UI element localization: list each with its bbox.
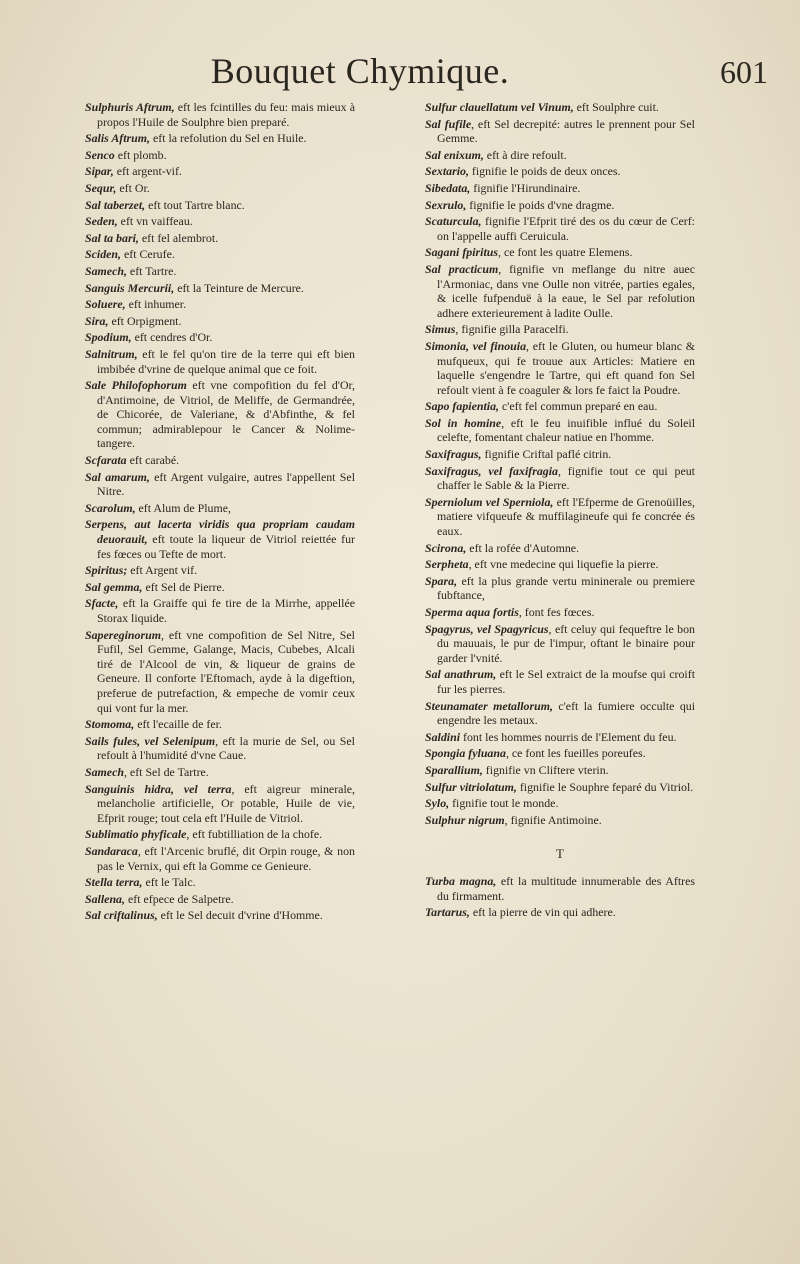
glossary-entry: [85, 827, 355, 842]
glossary-entry: [425, 905, 695, 920]
glossary-entry: [425, 605, 695, 620]
glossary-entry: [85, 517, 355, 561]
entry-definition: , fignifie tout ce qui peut chaffer le Sable & la Pierre.: [437, 463, 695, 493]
glossary-entry: [85, 131, 355, 146]
entry-definition: eft Cerufe.: [121, 247, 175, 262]
entry-definition: , fignifie vn meflange du nitre auec l'Armoniac, dans vne Oulle non vitrée, parties egales, & icelle fufpenduë à la eaue, le Sel par refolution adhere exterieurement à ladite Oulle.: [437, 261, 695, 320]
entry-term: Sfacte,: [85, 596, 119, 611]
right-entries: [425, 100, 695, 827]
entry-term: Sandaraca: [85, 843, 138, 858]
glossary-entry: [425, 699, 695, 728]
entry-term: Sperma aqua fortis: [425, 605, 519, 619]
entry-definition: eft le Sel decuit d'vrine d'Homme.: [157, 908, 323, 923]
entry-definition: eft à dire refoult.: [483, 147, 567, 162]
entry-term: Sal amarum,: [85, 469, 150, 484]
entry-definition: fignifie l'Hirundinaire.: [470, 180, 581, 195]
glossary-entry: [425, 557, 695, 572]
entry-definition: eft vn vaiffeau.: [117, 214, 193, 229]
entry-definition: c'eft fel commun preparé en eau.: [499, 399, 658, 414]
glossary-entry: [425, 874, 695, 903]
entry-term: Sexrulo,: [425, 197, 467, 212]
entry-term: Salnitrum,: [85, 346, 138, 361]
entry-term: Sylo,: [425, 796, 450, 811]
entry-term: Sulphur nigrum: [425, 812, 505, 827]
glossary-entry: [425, 574, 695, 603]
glossary-entry: [425, 181, 695, 196]
glossary-entry: [425, 322, 695, 337]
entry-term: Sublimatio phyficale: [85, 827, 187, 842]
entry-term: Sira,: [85, 313, 109, 328]
entry-definition: fignifie le poids d'vne dragme.: [466, 197, 615, 212]
entry-definition: fignifie l'Efprit tiré des os du cœur de Cerf: on l'appelle auffi Ceruicula.: [437, 214, 695, 243]
glossary-entry: [85, 198, 355, 213]
entry-term: Sal anathrum,: [425, 667, 497, 682]
glossary-entry: [425, 746, 695, 761]
entry-definition: eft la Teinture de Mercure.: [174, 280, 304, 295]
entry-term: Saxifragus,: [425, 447, 482, 462]
entry-definition: eft Soulphre cuit.: [573, 100, 659, 114]
entry-definition: eft le fel qu'on tire de la terre qui eft bien imbibée d'vrine de quelque animal que ce foit.: [97, 346, 355, 376]
entry-term: Senco: [85, 147, 115, 162]
entry-term: Scirona,: [425, 540, 467, 555]
glossary-entry: [85, 596, 355, 625]
entry-term: Sequr,: [85, 180, 117, 195]
entry-term: Samech,: [85, 263, 127, 278]
glossary-entry: [425, 399, 695, 414]
entry-term: Serpens, aut lacerta viridis qua propriam caudam deuorauit,: [85, 517, 355, 547]
entry-term: Sipar,: [85, 164, 114, 179]
glossary-entry: [85, 330, 355, 345]
entry-term: Sol in homine: [425, 415, 502, 430]
entry-term: Sulphuris Aftrum,: [85, 100, 175, 114]
entry-term: Sails fules, vel Selenipum: [85, 733, 216, 748]
glossary-entry: [85, 247, 355, 262]
glossary-entry: [85, 908, 355, 923]
entry-term: Sal taberzet,: [85, 197, 146, 212]
entry-definition: c'eft la fumiere occulte qui engendre les metaux.: [437, 698, 696, 728]
entry-term: Turba magna,: [425, 873, 497, 888]
running-header: [0, 50, 800, 98]
entry-definition: eft tout Tartre blanc.: [145, 197, 245, 212]
glossary-entry: [85, 347, 355, 376]
entry-definition: , ce font les quatre Elemens.: [498, 245, 633, 260]
glossary-entry: [85, 470, 355, 499]
glossary-entry: [85, 378, 355, 451]
entry-definition: font les hommes nourris de l'Element du feu.: [460, 729, 677, 744]
glossary-entry: [85, 281, 355, 296]
entry-definition: , eft Sel decrepité: autres le prennent pour Sel Gemme.: [437, 116, 695, 146]
glossary-entry: [85, 501, 355, 516]
entry-term: Serpheta: [425, 557, 469, 572]
glossary-entry: [85, 563, 355, 578]
glossary-entry: [85, 782, 355, 826]
entry-term: Samech: [85, 764, 124, 779]
section-letter: T: [556, 846, 564, 862]
entry-term: Steunamater metallorum,: [425, 698, 553, 713]
entry-definition: eft la refolution du Sel en Huile.: [149, 131, 307, 146]
entry-term: Sal practicum: [425, 261, 499, 276]
entry-definition: eft Argent vulgaire, autres l'appellent Sel Nitre.: [97, 469, 355, 499]
entry-term: Sal criftalinus,: [85, 908, 158, 923]
entry-term: Spongia fyluana: [425, 746, 506, 761]
entry-definition: eft la pierre de vin qui adhere.: [469, 905, 616, 920]
page-title: Bouquet Chymique.: [210, 51, 510, 91]
glossary-entry: [425, 780, 695, 795]
entry-term: Sal fufile: [425, 116, 472, 131]
entry-definition: eft la plus grande vertu mininerale ou premiere fubftance,: [437, 573, 695, 603]
entry-definition: eft Or.: [116, 180, 150, 195]
entry-term: Spara,: [425, 573, 458, 588]
glossary-entry: [425, 763, 695, 778]
entry-term: Spodium,: [85, 330, 132, 345]
glossary-entry: [85, 628, 355, 716]
glossary-entry: [425, 198, 695, 213]
entry-definition: fignifie Criftal paflé citrin.: [481, 447, 612, 462]
entry-term: Spagyrus, vel Spagyricus: [425, 621, 549, 636]
entry-definition: eft l'ecaille de fer.: [134, 717, 222, 732]
entry-definition: , font fes fœces.: [518, 605, 595, 619]
entry-definition: eft les fcintilles du feu: mais mieux à propos l'Huile de Soulphre bien preparé.: [97, 100, 355, 129]
entry-term: Sperniolum vel Sperniola,: [425, 494, 554, 509]
entry-term: Tartarus,: [425, 905, 470, 920]
entry-definition: eft l'Efperme de Grenoüilles, matiere vifqueufe & muffilagineufe qui fe concrée és eaux.: [437, 494, 696, 539]
entry-definition: , eft vne medecine qui liquefie la pierre.: [468, 557, 659, 572]
entry-definition: , fignifie Antimoine.: [504, 812, 602, 827]
entry-definition: , eft celuy qui fequeftre le bon du mauuais, le pur de l'impur, oftant le binaire pour garder l'vnité.: [437, 621, 696, 665]
entry-term: Sallena,: [85, 891, 125, 906]
entry-definition: eft cendres d'Or.: [131, 330, 213, 345]
entry-term: Sibedata,: [425, 180, 471, 195]
entry-term: Stomoma,: [85, 717, 135, 732]
glossary-entry: [425, 416, 695, 445]
glossary-entry: [425, 245, 695, 260]
glossary-entry: [425, 214, 695, 243]
entry-definition: eft le Sel extraict de la moufse qui croift fur les pierres.: [437, 667, 695, 696]
entry-term: Salis Aftrum,: [85, 131, 150, 146]
entry-term: Saxifragus, vel faxifragia: [425, 463, 558, 478]
entry-definition: , eft l'Arcenic bruflé, dit Orpin rouge, & non pas le Vernix, qui eft la Gomme ce Genieure.: [97, 843, 355, 873]
glossary-entry: [85, 100, 355, 129]
entry-definition: fignifie vn Cliftere vterin.: [482, 762, 609, 777]
page-number: 601: [720, 54, 768, 90]
entry-definition: eft la Graiffe qui fe tire de la Mirrhe, appellée Storax liquide.: [97, 596, 355, 625]
entry-term: Sulfur vitriolatum,: [425, 779, 517, 794]
entry-term: Spiritus;: [85, 563, 128, 578]
entry-definition: , eft fubtilliation de la chofe.: [186, 827, 323, 842]
entry-definition: , eft Sel de Tartre.: [123, 764, 209, 779]
entry-term: Scarolum,: [85, 500, 136, 515]
entry-term: Sciden,: [85, 247, 122, 262]
entry-term: Sulfur clauellatum vel Vinum,: [425, 100, 574, 114]
glossary-entry: [425, 262, 695, 320]
glossary-entry: [425, 148, 695, 163]
glossary-entry: [425, 100, 695, 115]
entry-term: Sapereginorum: [85, 627, 161, 642]
entry-definition: eft Argent vif.: [127, 563, 198, 578]
entry-definition: eft Alum de Plume,: [135, 500, 231, 515]
entry-term: Soluere,: [85, 297, 126, 312]
entry-definition: eft Orpigment.: [108, 313, 182, 328]
entry-definition: , ce font les fueilles poreufes.: [505, 746, 646, 761]
entry-term: Sagani fpiritus: [425, 245, 499, 260]
glossary-entry: [425, 622, 695, 666]
glossary-entry: [425, 796, 695, 811]
right-column: [425, 100, 695, 922]
glossary-entry: [425, 117, 695, 146]
glossary-entry: [85, 892, 355, 907]
entry-term: Sparallium,: [425, 762, 483, 777]
entry-term: Sal enixum,: [425, 147, 484, 162]
entry-definition: , eft vne compofition de Sel Nitre, Sel Fufil, Sel Gemme, Galange, Macis, Cubebes, Alcali tiré de l'Alcool de vin, & liqueur de grains de Geneure. Il conforte l'Eftomach, ayde à la digeftion, preferue de putrefaction, & empeche de vomir ceux qui vont fur la mer.: [97, 627, 355, 715]
glossary-entry: [425, 339, 695, 397]
entry-definition: eft plomb.: [114, 147, 167, 162]
glossary-entry: [85, 297, 355, 312]
glossary-entry: [85, 231, 355, 246]
entry-term: Seden,: [85, 214, 118, 229]
glossary-entry: [425, 495, 695, 539]
entry-definition: , eft le Gluten, ou humeur blanc & mufqueux, qui fe trouue aux Articles: Matiere en laquelle s'engendre le Tartre, qui eft quand fon Sel refoult vient à fe coaguler & lors fe faict la Poudre.: [437, 338, 695, 397]
glossary-entry: [425, 464, 695, 493]
glossary-entry: [85, 181, 355, 196]
entry-definition: , eft aigreur minerale, melancholie artificielle, Or potable, Huile de vie, Efprit rouge; tout cela eft l'Huile de Vitriol.: [97, 781, 355, 825]
glossary-entry: [85, 717, 355, 732]
glossary-entry: [425, 667, 695, 696]
entry-definition: eft Tartre.: [126, 263, 177, 278]
entry-term: Scaturcula,: [425, 214, 482, 229]
entry-definition: , eft la murie de Sel, ou Sel refoult à l'humidité d'vne Caue.: [97, 733, 355, 763]
entry-definition: , eft le feu inuifible influé du Soleil celefte, fomentant chaleur natiue en l'homme.: [437, 415, 696, 445]
entry-definition: fignifie le Souphre feparé du Vitriol.: [516, 779, 694, 794]
entry-term: Simonia, vel finouia: [425, 338, 527, 353]
glossary-entry: [85, 164, 355, 179]
entry-term: Sextario,: [425, 164, 469, 179]
entry-definition: eft le Talc.: [142, 875, 196, 890]
entry-definition: , fignifie gilla Paracelfi.: [455, 322, 569, 337]
entry-definition: eft vne compofition du fel d'Or, d'Antimoine, de Vitriol, de Meliffe, de Germandrée, de Chicorée, de Valeriane, & d'Abfinthe, & fel commun; admirablepour le Cancer & Nolime-tangere.: [97, 378, 355, 451]
glossary-entry: [425, 541, 695, 556]
entry-term: Stella terra,: [85, 875, 143, 890]
glossary-entry: [85, 875, 355, 890]
glossary-entry: [85, 734, 355, 763]
entry-definition: eft la multitude innumerable des Aftres du firmament.: [437, 873, 695, 903]
entry-definition: eft inhumer.: [125, 297, 187, 312]
entry-definition: fignifie tout le monde.: [449, 796, 559, 811]
entry-definition: eft toute la liqueur de Vitriol reiettée fur fes fœces ou Tefte de mort.: [97, 532, 355, 561]
entry-term: Sanguis Mercurii,: [85, 280, 175, 295]
right-entries-t: [425, 874, 695, 920]
entry-definition: eft fel alembrot.: [138, 230, 219, 245]
glossary-entry: [425, 447, 695, 462]
glossary-entry: [85, 214, 355, 229]
entry-term: Sal ta bari,: [85, 230, 139, 245]
entry-term: Saldini: [425, 729, 461, 744]
left-column: [85, 100, 355, 925]
glossary-entry: [85, 580, 355, 595]
entry-term: Sale Philofophorum: [85, 378, 187, 393]
entry-term: Sal gemma,: [85, 579, 143, 594]
entry-term: Simus: [425, 322, 456, 337]
glossary-entry: [425, 164, 695, 179]
entry-term: Scfarata: [85, 453, 127, 468]
entry-definition: eft carabé.: [126, 453, 180, 468]
glossary-entry: [425, 813, 695, 828]
entry-definition: eft argent-vif.: [113, 164, 182, 179]
glossary-entry: [85, 453, 355, 468]
entry-definition: fignifie le poids de deux onces.: [468, 164, 621, 179]
glossary-entry: [85, 148, 355, 163]
glossary-entry: [85, 314, 355, 329]
entry-term: Sapo fapientia,: [425, 399, 499, 414]
entry-definition: eft Sel de Pierre.: [142, 579, 225, 594]
glossary-entry: [85, 264, 355, 279]
glossary-entry: [425, 730, 695, 745]
glossary-entry: [85, 765, 355, 780]
entry-definition: eft la rofée d'Automne.: [466, 540, 580, 555]
glossary-entry: [85, 844, 355, 873]
entry-definition: eft efpece de Salpetre.: [124, 891, 234, 906]
entry-term: Sanguinis hidra, vel terra: [85, 781, 232, 796]
